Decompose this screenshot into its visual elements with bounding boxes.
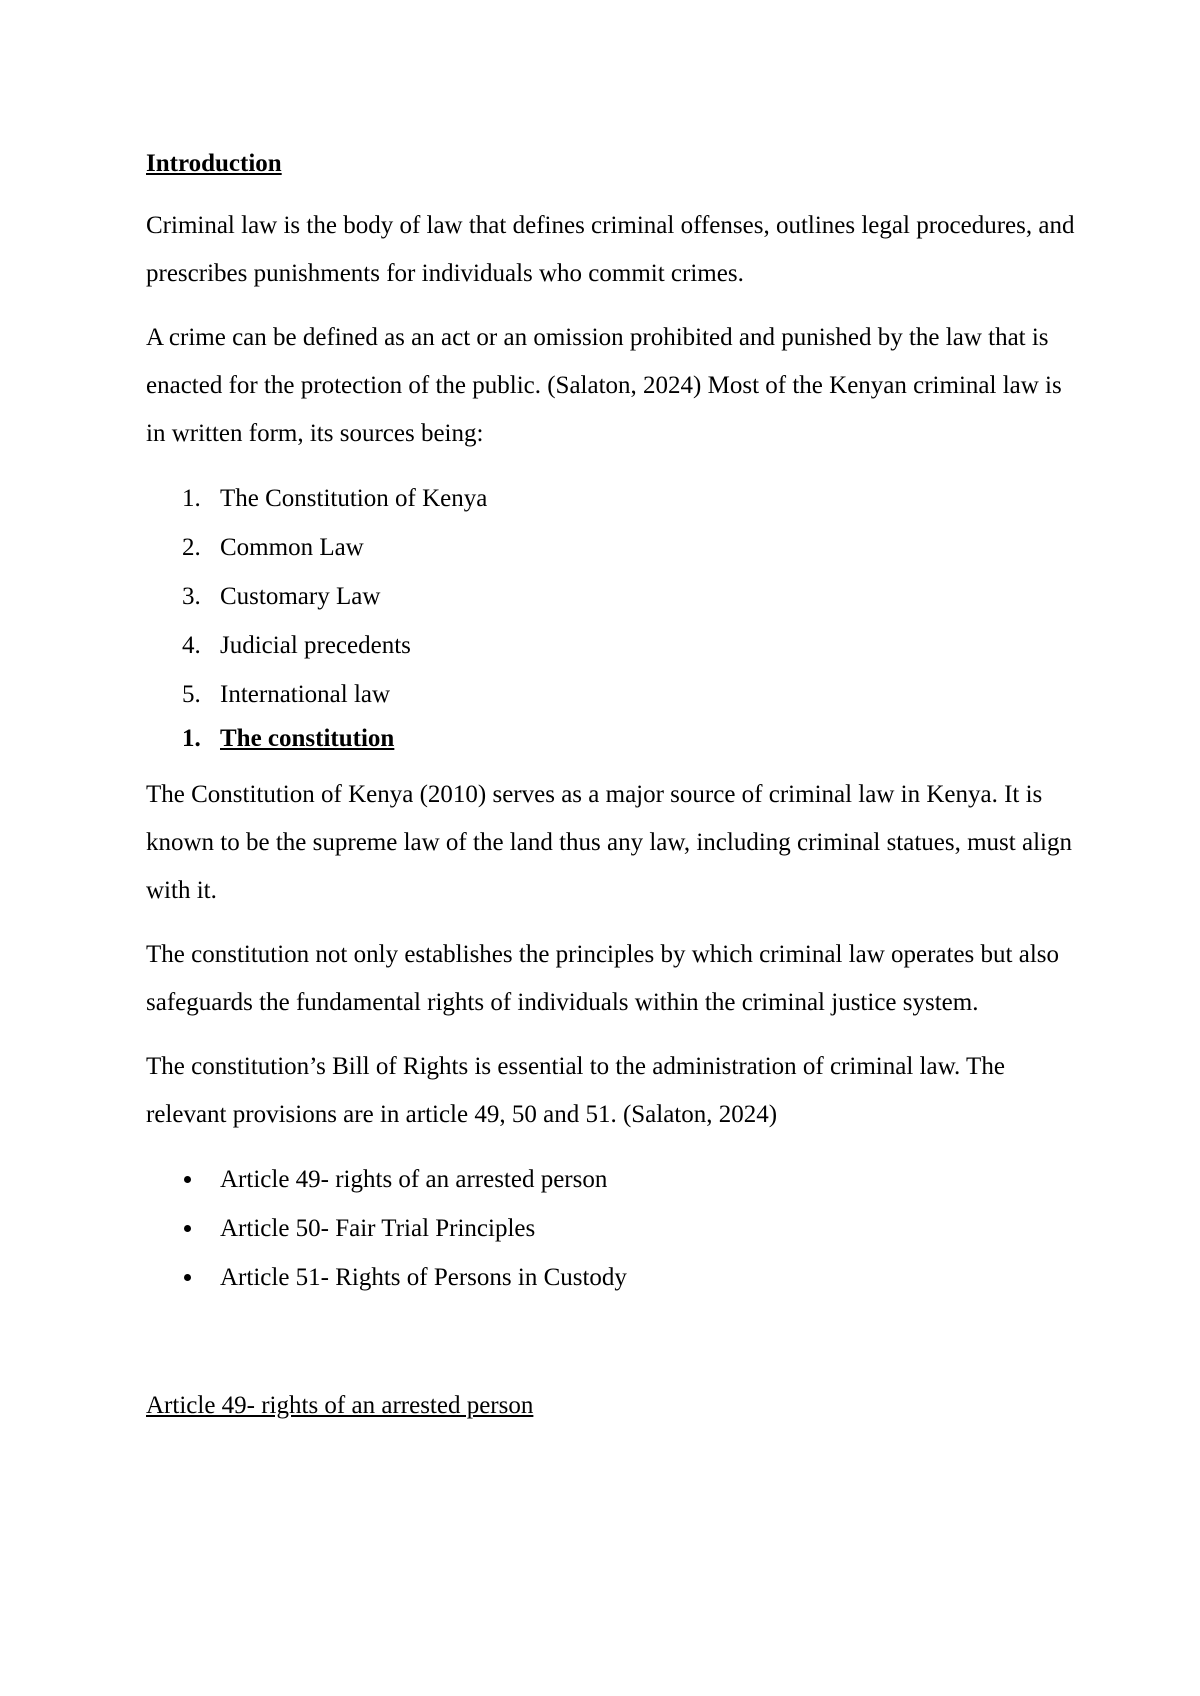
constitution-paragraph-1: The Constitution of Kenya (2010) serves as a major source of criminal law in Kenya. It is known to be the supreme law of the land thus any law, including criminal statues, must align with it. bbox=[146, 781, 1072, 904]
crime-definition-paragraph: A crime can be defined as an act or an omission prohibited and punished by the law that is enacted for the protection of the public. (Salaton, 2024) Most of the Kenyan criminal law is in written form, its sources being: bbox=[146, 324, 1062, 447]
list-item-label: International law bbox=[220, 681, 391, 708]
list-item bbox=[146, 523, 1076, 572]
constitution-heading bbox=[146, 719, 1076, 759]
list-item bbox=[146, 670, 1076, 719]
list-item-number: 2. bbox=[182, 534, 201, 561]
list-item-number: 3. bbox=[182, 583, 201, 610]
list-item-number: 5. bbox=[182, 681, 201, 708]
articles-list bbox=[146, 1155, 1076, 1302]
list-item-label: Article 49- rights of an arrested person bbox=[220, 1166, 608, 1193]
list-item bbox=[146, 1155, 1076, 1204]
list-item-label: Article 51- Rights of Persons in Custody bbox=[220, 1264, 627, 1291]
introduction-heading: Introduction bbox=[146, 150, 282, 177]
list-item-label: Article 50- Fair Trial Principles bbox=[220, 1215, 536, 1242]
list-item-label: Customary Law bbox=[220, 583, 381, 610]
list-item bbox=[146, 1253, 1076, 1302]
list-item-label: Judicial precedents bbox=[220, 632, 411, 659]
constitution-paragraph-3: The constitution’s Bill of Rights is essential to the administration of criminal law. The relevant provisions are in article 49, 50 and 51. (Salaton, 2024) bbox=[146, 1053, 1005, 1128]
bullet-icon bbox=[184, 1225, 191, 1232]
list-item bbox=[146, 474, 1076, 523]
bullet-icon bbox=[184, 1274, 191, 1281]
constitution-heading-number: 1. bbox=[182, 725, 201, 752]
constitution-paragraph-2: The constitution not only establishes the principles by which criminal law operates but also safeguards the fundamental rights of individuals within the criminal justice system. bbox=[146, 941, 1060, 1016]
list-item-label: The Constitution of Kenya bbox=[220, 485, 488, 512]
list-item bbox=[146, 572, 1076, 621]
article-49-heading: Article 49- rights of an arrested person bbox=[146, 1392, 534, 1419]
sources-list bbox=[146, 474, 1076, 719]
list-item-number: 1. bbox=[182, 485, 201, 512]
constitution-heading-label: The constitution bbox=[220, 725, 395, 752]
bullet-icon bbox=[184, 1176, 191, 1183]
list-item bbox=[146, 1204, 1076, 1253]
list-item-number: 4. bbox=[182, 632, 201, 659]
list-item-label: Common Law bbox=[220, 534, 364, 561]
document-body bbox=[146, 148, 1076, 1426]
intro-paragraph: Criminal law is the body of law that defines criminal offenses, outlines legal procedures, and prescribes punishments for individuals who commit crimes. bbox=[146, 212, 1075, 287]
list-item bbox=[146, 621, 1076, 670]
